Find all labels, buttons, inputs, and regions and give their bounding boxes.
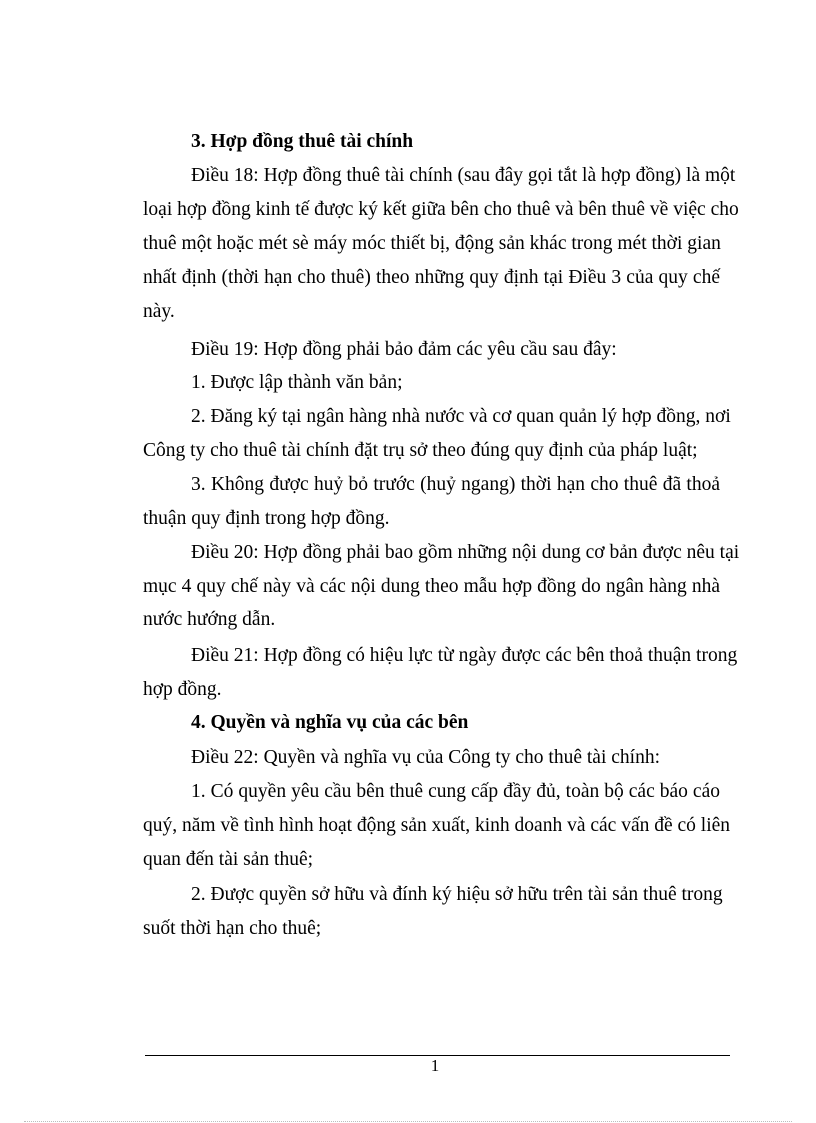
section-heading-3: 3. Hợp đồng thuê tài chính (191, 131, 414, 152)
article-20-line-1: Điều 20: Hợp đồng phải bao gồm những nội dung cơ bản được nêu tại (191, 542, 740, 563)
page-break-dotted-line (24, 1121, 792, 1122)
article-22-item-1-line-2: quý, năm về tình hình hoạt động sản xuất, kinh doanh và các vấn đề có liên (143, 815, 731, 836)
article-18-line-4: nhất định (thời hạn cho thuê) theo những quy định tại Điều 3 của quy chế (143, 267, 720, 288)
article-22-item-1-line-3: quan đến tài sản thuê; (143, 849, 314, 870)
article-22-intro: Điều 22: Quyền và nghĩa vụ của Công ty cho thuê tài chính: (191, 747, 660, 768)
article-19-item-1: 1. Được lập thành văn bản; (191, 372, 403, 393)
article-21-line-2: hợp đồng. (143, 679, 222, 700)
article-22-item-2-line-2: suốt thời hạn cho thuê; (143, 918, 322, 939)
article-20-line-3: nước hướng dẫn. (143, 609, 276, 630)
article-19-item-3-line-1: 3. Không được huỷ bỏ trước (huỷ ngang) thời hạn cho thuê đã thoả (191, 474, 720, 495)
article-19-item-3-line-2: thuận quy định trong hợp đồng. (143, 508, 390, 529)
article-18-line-3: thuê một hoặc mét sè máy móc thiết bị, động sản khác trong mét thời gian (143, 233, 721, 254)
article-18-line-2: loại hợp đồng kinh tế được ký kết giữa bên cho thuê và bên thuê về việc cho (143, 199, 739, 220)
article-19-intro: Điều 19: Hợp đồng phải bảo đảm các yêu cầu sau đây: (191, 339, 617, 360)
article-22-item-2-line-1: 2. Được quyền sở hữu và đính ký hiệu sở hữu trên tài sản thuê trong (191, 884, 723, 905)
article-18-line-5: này. (143, 301, 175, 322)
section-heading-4: 4. Quyền và nghĩa vụ của các bên (191, 712, 469, 733)
article-19-item-2-line-1: 2. Đăng ký tại ngân hàng nhà nước và cơ quan quản lý hợp đồng, nơi (191, 406, 731, 427)
page-number: 1 (430, 1056, 440, 1075)
article-21-line-1: Điều 21: Hợp đồng có hiệu lực từ ngày được các bên thoả thuận trong (191, 645, 738, 666)
article-18-line-1: Điều 18: Hợp đồng thuê tài chính (sau đây gọi tắt là hợp đồng) là một (191, 165, 736, 186)
article-20-line-2: mục 4 quy chế này và các nội dung theo mẫu hợp đồng do ngân hàng nhà (143, 576, 720, 597)
article-19-item-2-line-2: Công ty cho thuê tài chính đặt trụ sở theo đúng quy định của pháp luật; (143, 440, 698, 461)
article-22-item-1-line-1: 1. Có quyền yêu cầu bên thuê cung cấp đầy đủ, toàn bộ các báo cáo (191, 781, 720, 802)
